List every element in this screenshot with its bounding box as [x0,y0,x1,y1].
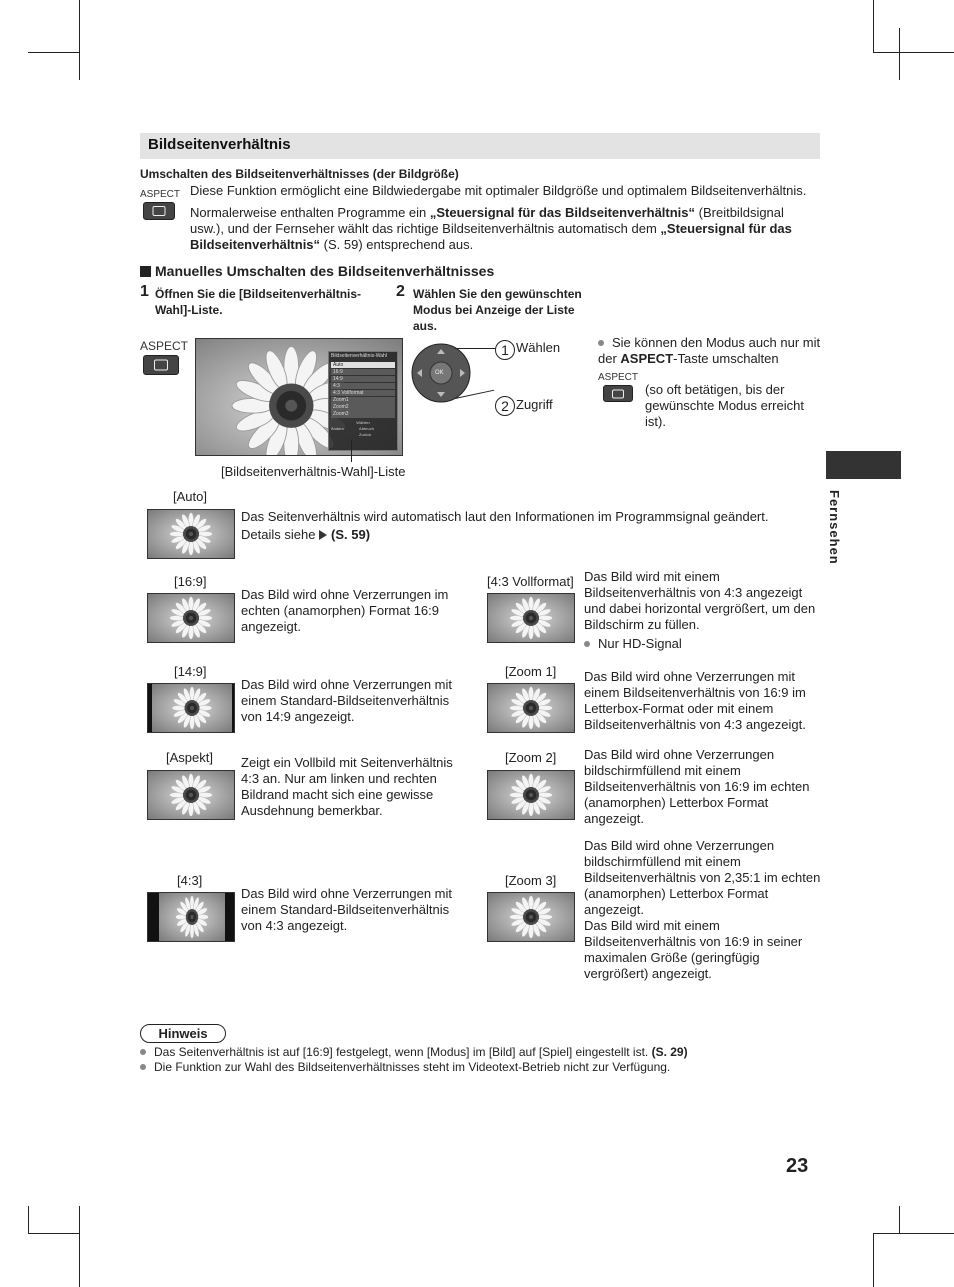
leader-line [455,348,495,349]
mode-label-zoom1: [Zoom 1] [505,664,557,679]
mode-label-169: [16:9] [174,574,207,589]
aspect-button-step1 [140,340,188,375]
note-ref: (S. 29) [651,1045,688,1059]
menu-footer [329,418,397,440]
crop-mark [873,1233,954,1234]
menu-item[interactable]: Zoom2 [331,404,395,411]
mode-label-vollformat: [4:3 Vollformat] [487,574,574,589]
crop-mark [899,1206,900,1234]
step1-number: 1 [140,283,149,300]
step1-text: Öffnen Sie die [Bildseitenverhältnis-Wahl]-Liste. [155,287,362,317]
step2-text: Wählen Sie den gewünschten Modus bei Anzeige der Liste aus. [413,287,582,333]
mode-label-zoom3: [Zoom 3] [505,873,557,888]
intro-text: Normalerweise enthalten Programme ein [190,205,430,220]
ok-label: OK [435,370,444,376]
bullet-icon [584,641,590,647]
menu-title: Bildseitenverhältnis-Wahl [331,353,387,359]
crop-mark [28,52,80,53]
thumbnail-zoom3 [487,892,575,942]
mode-text-zoom3: Das Bild wird ohne Verzerrungen bildschirmfüllend mit einem Bildseitenverhältnis von 2,35:1 im echten (anamorphen) Letterbox Format angezeigt. [584,838,821,917]
mode-note-vollformat [584,636,682,652]
crop-mark [873,0,874,52]
note-text: Das Seitenverhältnis ist auf [16:9] festgelegt, wenn [Modus] im [Bild] auf [Spiel] eingestellt ist. [154,1045,652,1059]
intro-subheading: Umschalten des Bildseitenverhältnisses (der Bildgröße) [140,167,459,181]
crop-mark [28,1206,29,1234]
aspect-button-tip [598,372,638,402]
select-step-number: 1 [495,340,515,360]
thumbnail-aspekt [147,770,235,820]
thumbnail-auto [147,509,235,559]
tip-text [598,335,823,367]
mode-details-auto [241,527,370,543]
access-step-number: 2 [495,396,515,416]
menu-item[interactable]: Zoom3 [331,411,395,418]
intro-bold: „Steuersignal für das Bildseitenverhältnis“ [190,221,792,252]
thumbnail-169 [147,593,235,643]
page-number: 23 [786,1155,809,1177]
mode-label-43: [4:3] [177,873,203,888]
access-label: Zugriff [516,397,553,412]
mode-text-43: Das Bild wird ohne Verzerrungen mit einem Standard-Bildseitenverhältnis von 4:3 angezeigt. [241,886,452,933]
arrow-right-icon [319,530,327,540]
thumbnail-zoom1 [487,683,575,733]
menu-item[interactable]: 16:9 [331,369,395,376]
intro-bold: „Steuersignal für das Bildseitenverhältnis“ [429,205,696,220]
manual-heading-text: Manuelles Umschalten des Bildseitenverhältnisses [155,263,495,279]
aspect-menu-overlay [328,351,398,451]
menu-footer-change: Ändern [331,426,344,432]
aspect-label: ASPECT [140,189,181,200]
thumbnail-zoom2 [487,770,575,820]
aspect-key-icon [143,355,179,375]
menu-item[interactable]: 14:9 [331,376,395,383]
mode-text-149: Das Bild wird ohne Verzerrungen mit einem Standard-Bildseitenverhältnis von 14:9 angezeigt. [241,677,452,724]
aspect-key-icon [603,385,633,402]
side-tab-label: Fernsehen [827,490,842,565]
mode-label-aspekt: [Aspekt] [166,750,213,765]
crop-mark [899,28,900,80]
square-bullet-icon [140,266,151,277]
menu-item[interactable]: Auto [331,362,395,369]
tip-text-bold: ASPECT [620,351,674,366]
intro-paragraph [190,205,820,253]
tip-text-d: (so oft betätigen, bis der gewünschte Modus erreicht ist). [645,382,804,429]
mode-text-zoom2: Das Bild wird ohne Verzerrungen bildschirmfüllend mit einem Bildseitenverhältnis von 16:9 im echten (anamorphen) Letterbox Format angezeigt. [584,747,810,826]
section-title: Bildseitenverhältnis [148,136,291,153]
hinweis-badge: Hinweis [140,1024,226,1043]
intro-text: (S. 59) entsprechend aus. [320,237,474,252]
thumbnail-43 [147,892,235,942]
caption-leader-line [351,440,352,462]
aspect-key-icon [143,202,175,220]
aspect-label: ASPECT [598,372,639,383]
thumbnail-vollformat [487,593,575,643]
bullet-icon [140,1049,146,1055]
crop-mark [873,1233,874,1287]
mode-label-zoom2: [Zoom 2] [505,750,557,765]
tip-text-c: -Taste umschalten [673,351,779,366]
intro-text: (Breitbildsignal usw.), und der Fernseher wählt das richtige Bildseitenverhältnis automatisch dem [190,205,784,236]
crop-mark [79,1206,80,1287]
menu-footer-select: Wählen [356,420,370,426]
list-caption: [Bildseitenverhältnis-Wahl]-Liste [221,464,406,479]
details-ref: (S. 59) [331,527,371,542]
menu-item[interactable]: 4:3 [331,383,395,390]
thumbnail-149 [147,683,235,733]
mode-text-169: Das Bild wird ohne Verzerrungen im echten (anamorphen) Format 16:9 angezeigt. [241,587,449,634]
menu-item[interactable]: 4:3 Vollformat [331,390,395,397]
crop-mark [79,0,80,80]
note-text: Nur HD-Signal [598,636,682,651]
mode-text-aspekt: Zeigt ein Vollbild mit Seitenverhältnis 4:3 an. Nur am linken und rechten Bildrand macht sich eine gewisse Ausdehnung bemerkbar. [241,755,453,818]
menu-item[interactable]: Zoom1 [331,397,395,404]
mode-text-auto: Das Seitenverhältnis wird automatisch laut den Informationen im Programmsignal geändert. [241,509,769,524]
mode-label-149: [14:9] [174,664,207,679]
intro-line1: Diese Funktion ermöglicht eine Bildwiedergabe mit optimaler Bildgröße und optimalem Bildseitenverhältnis. [190,183,807,198]
crop-mark [873,52,954,53]
mode-text-zoom3-b: Das Bild wird mit einem Bildseitenverhältnis von 16:9 in seiner maximalen Größe (geringfügig vergrößert) angezeigt. [584,918,803,981]
cursor-pad-icon [411,343,471,403]
crop-mark [28,1233,80,1234]
mode-label-auto: [Auto] [173,489,207,504]
bullet-icon [598,340,604,346]
mode-text-zoom1: Das Bild wird ohne Verzerrungen mit einem Bildseitenverhältnis von 16:9 im Letterbox-Format oder mit einem Bildseitenverhältnis von 4:3 angezeigt. [584,669,806,732]
hinweis-note-2 [140,1060,830,1075]
menu-footer-cancel: Abbruch [359,426,374,432]
tip-text-a: Sie können den Modus auch nur mit der [598,335,821,366]
hinweis-note-1 [140,1045,830,1060]
menu-items [329,362,397,418]
select-label: Wählen [516,340,561,355]
tv-screen-image [195,338,403,456]
menu-footer-back: Zurück [359,432,372,438]
bullet-icon [140,1064,146,1070]
section-header [140,133,820,159]
manual-heading [140,263,494,279]
aspect-label: ASPECT [140,339,189,353]
step2-number: 2 [396,283,405,300]
mode-text-vollformat: Das Bild wird mit einem Bildseitenverhältnis von 4:3 angezeigt und dabei horizontal vergrößert, um den Bildschirm zu füllen. [584,569,816,632]
note-text: Die Funktion zur Wahl des Bildseitenverhältnisses steht im Videotext-Betrieb nicht zur Verfügung. [154,1060,671,1074]
aspect-button-intro [140,189,180,220]
side-tab [826,451,901,479]
details-text: Details siehe [241,527,320,542]
